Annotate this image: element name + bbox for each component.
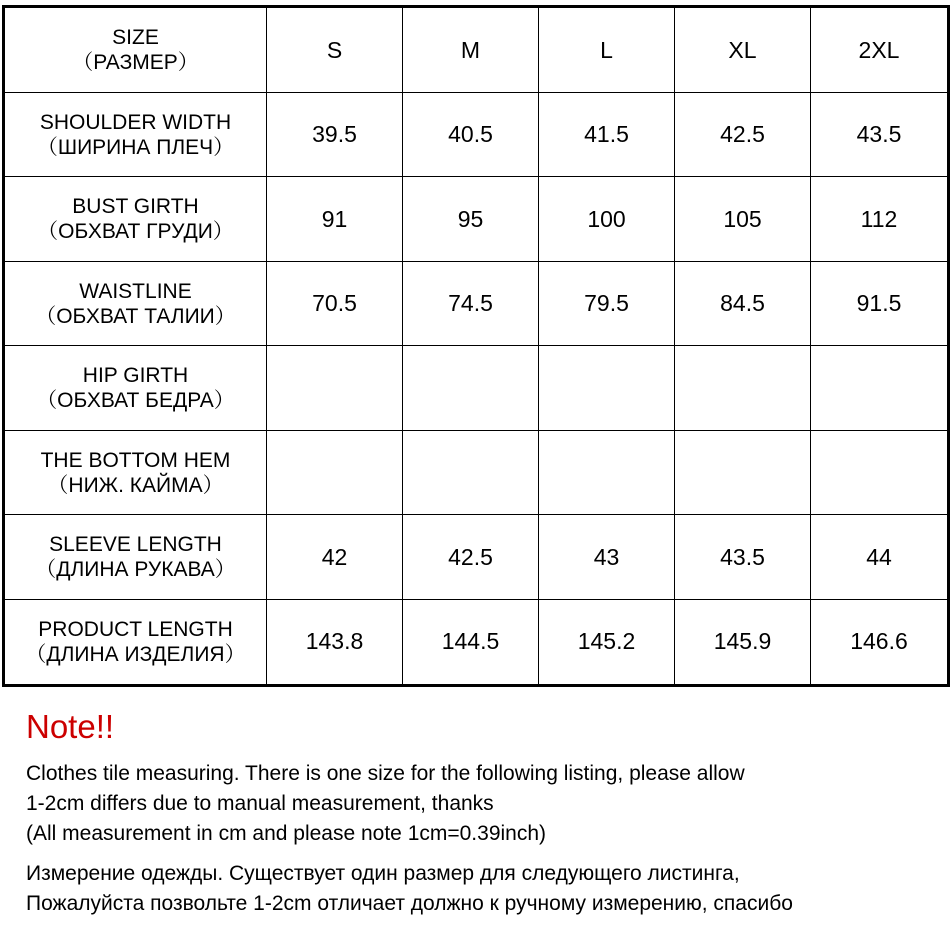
table-cell: 95 bbox=[403, 177, 539, 261]
table-cell bbox=[675, 430, 811, 514]
row-label bbox=[4, 177, 267, 261]
size-column-header: M bbox=[403, 7, 539, 93]
row-label bbox=[4, 515, 267, 599]
table-cell: 146.6 bbox=[811, 599, 949, 685]
row-label-ru: （НИЖ. КАЙМА） bbox=[47, 473, 224, 497]
size-chart-table bbox=[2, 5, 950, 687]
row-label-ru: （ОБХВАТ ТАЛИИ） bbox=[35, 304, 236, 328]
table-cell: 105 bbox=[675, 177, 811, 261]
table-cell bbox=[403, 430, 539, 514]
row-label bbox=[4, 430, 267, 514]
row-label-en: BUST GIRTH bbox=[72, 195, 199, 219]
row-label bbox=[4, 93, 267, 177]
table-cell: 41.5 bbox=[539, 93, 675, 177]
table-row bbox=[4, 93, 949, 177]
table-cell: 70.5 bbox=[267, 261, 403, 345]
table-header-row bbox=[4, 7, 949, 93]
notes-section bbox=[26, 705, 941, 919]
row-label-ru: （ОБХВАТ ГРУДИ） bbox=[37, 220, 234, 244]
table-cell: 39.5 bbox=[267, 93, 403, 177]
size-header-cell bbox=[4, 7, 267, 93]
table-cell: 91.5 bbox=[811, 261, 949, 345]
table-cell bbox=[811, 346, 949, 430]
note-line-en: 1-2cm differs due to manual measurement, thanks bbox=[26, 792, 494, 815]
size-header-label-en: SIZE bbox=[112, 26, 159, 49]
table-cell: 43 bbox=[539, 515, 675, 599]
table-cell bbox=[811, 430, 949, 514]
table-cell bbox=[675, 346, 811, 430]
size-column-header: 2XL bbox=[811, 7, 949, 93]
note-title: Note!! bbox=[26, 708, 115, 745]
table-cell: 112 bbox=[811, 177, 949, 261]
row-label-en: SLEEVE LENGTH bbox=[49, 533, 222, 557]
table-row bbox=[4, 346, 949, 430]
table-row bbox=[4, 599, 949, 685]
table-cell: 144.5 bbox=[403, 599, 539, 685]
size-column-header: L bbox=[539, 7, 675, 93]
table-cell: 42.5 bbox=[675, 93, 811, 177]
table-cell bbox=[539, 430, 675, 514]
table-cell: 145.2 bbox=[539, 599, 675, 685]
size-column-header: XL bbox=[675, 7, 811, 93]
row-label bbox=[4, 261, 267, 345]
table-cell: 145.9 bbox=[675, 599, 811, 685]
note-line-ru: Измерение одежды. Существует один размер для следующего листинга, bbox=[26, 862, 740, 885]
table-cell bbox=[539, 346, 675, 430]
table-cell: 42.5 bbox=[403, 515, 539, 599]
size-header-label-ru: （РАЗМЕР） bbox=[72, 51, 199, 74]
row-label-en: THE BOTTOM HEM bbox=[40, 448, 231, 472]
table-cell: 44 bbox=[811, 515, 949, 599]
size-column-header: S bbox=[267, 7, 403, 93]
row-label bbox=[4, 599, 267, 685]
table-cell bbox=[403, 346, 539, 430]
row-label-ru: （ДЛИНА РУКАВА） bbox=[35, 558, 236, 582]
note-line-ru: Пожалуйста позвольте 1-2cm отличает должно к ручному измерению, спасибо bbox=[26, 892, 793, 915]
row-label-ru: （ОБХВАТ БЕДРА） bbox=[36, 389, 235, 413]
table-row bbox=[4, 430, 949, 514]
row-label-ru: （ДЛИНА ИЗДЕЛИЯ） bbox=[25, 642, 246, 666]
row-label-en: PRODUCT LENGTH bbox=[38, 617, 233, 641]
table-cell: 43.5 bbox=[811, 93, 949, 177]
table-cell: 40.5 bbox=[403, 93, 539, 177]
table-cell bbox=[267, 346, 403, 430]
note-spacer bbox=[26, 849, 941, 859]
table-cell: 91 bbox=[267, 177, 403, 261]
row-label bbox=[4, 346, 267, 430]
table-cell: 84.5 bbox=[675, 261, 811, 345]
row-label-ru: （ШИРИНА ПЛЕЧ） bbox=[36, 135, 235, 159]
table-cell: 143.8 bbox=[267, 599, 403, 685]
table-cell: 100 bbox=[539, 177, 675, 261]
row-label-en: SHOULDER WIDTH bbox=[39, 110, 232, 134]
table-cell: 43.5 bbox=[675, 515, 811, 599]
table-cell: 74.5 bbox=[403, 261, 539, 345]
table-cell: 42 bbox=[267, 515, 403, 599]
row-label-en: HIP GIRTH bbox=[82, 364, 189, 388]
table-row bbox=[4, 177, 949, 261]
table-row bbox=[4, 261, 949, 345]
row-label-en: WAISTLINE bbox=[79, 279, 192, 303]
table-cell bbox=[267, 430, 403, 514]
table-cell: 79.5 bbox=[539, 261, 675, 345]
table-row bbox=[4, 515, 949, 599]
note-line-en: (All measurement in cm and please note 1cm=0.39inch) bbox=[26, 822, 547, 845]
note-line-en: Clothes tile measuring. There is one size for the following listing, please allow bbox=[26, 762, 745, 785]
